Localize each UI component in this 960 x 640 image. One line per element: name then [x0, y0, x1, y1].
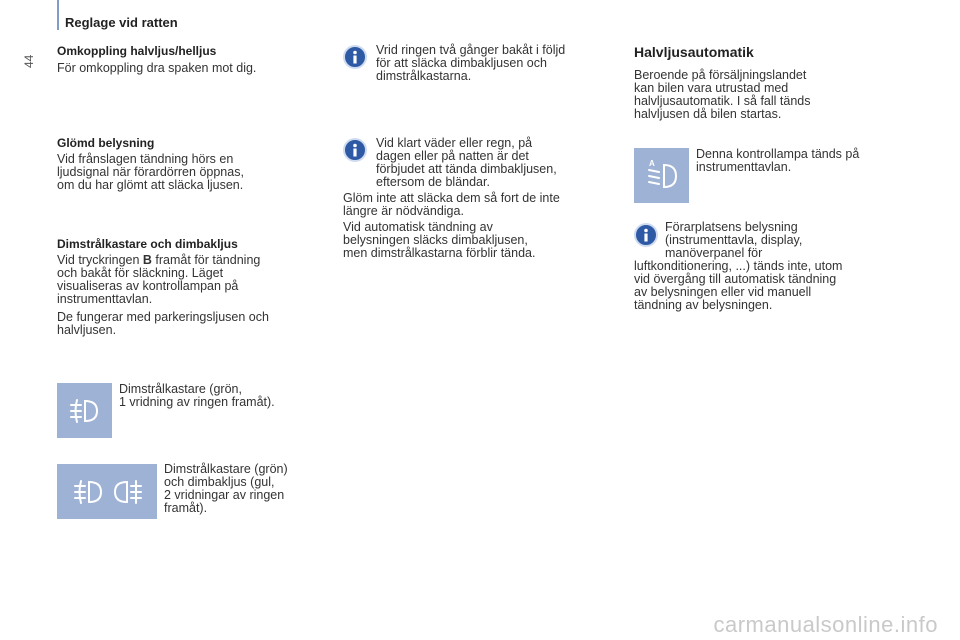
front-fog-lamp-icon	[57, 383, 112, 438]
front-fog-lamp-icon	[75, 481, 101, 503]
section-title: Reglage vid ratten	[65, 15, 178, 30]
info-note-weather: Vid klart väder eller regn, på dagen eller på natten är det förbjudet att tända dimbakljusen, eftersom de bländar.	[376, 136, 557, 189]
text-switch-off-reminder: Glöm inte att släcka dem så fort de inte längre är nödvändiga.	[343, 191, 560, 218]
fog-lamp-tile	[57, 383, 112, 438]
text-automatic-lighting: Vid automatisk tändning av belysningen släcks dimbakljusen, men dimstrålkastarna förblir tända.	[343, 220, 536, 260]
info-icon	[343, 138, 367, 162]
info-note-driver-lighting-cont: luftkonditionering, ...) tänds inte, utom vid övergång till automatisk tändning av belysningen eller vid manuell tändning av belysningen.	[634, 259, 843, 312]
auto-low-beam-icon	[634, 148, 689, 203]
text-fog-lamps: Vid tryckringen B framåt för tändning och bakåt för släckning. Läget visualiseras av kontrollampan på instrumenttavlan.	[57, 253, 261, 306]
lamp1-description: Dimstrålkastare (grön, 1 vridning av ringen framåt).	[119, 382, 275, 409]
watermark: carmanualsonline.info	[713, 612, 938, 637]
page-number: 44	[22, 54, 36, 68]
info-icon	[343, 45, 367, 69]
text-fog-lamps-usage: De fungerar med parkeringsljusen och halvljusen.	[57, 310, 269, 337]
text-high-low-beam: För omkoppling dra spaken mot dig.	[57, 61, 257, 75]
info-icon	[634, 223, 658, 247]
text-forgotten-lights: Vid frånslagen tändning hörs en ljudsignal när förardörren öppnas, om du har glömt att släcka ljusen.	[57, 152, 244, 192]
rear-fog-lamp-icon	[115, 481, 141, 503]
info-note-switch-off: Vrid ringen två gånger bakåt i följd för att släcka dimbakljusen och dimstrålkastarna.	[376, 43, 566, 83]
lamp2-description: Dimstrålkastare (grön) och dimbakljus (gul, 2 vridningar av ringen framåt).	[164, 462, 288, 515]
svg-text:A: A	[649, 159, 655, 168]
auto-low-beam-tile	[634, 148, 689, 203]
fog-lamps-tile	[57, 464, 157, 519]
section-marker-bar	[57, 0, 59, 30]
heading-auto-low-beam: Halvljusautomatik	[634, 44, 754, 60]
text-auto-low-beam-intro: Beroende på försäljningslandet kan bilen vara utrustad med halvljusautomatik. I så fall tänds halvljusen då bilen startas.	[634, 68, 811, 121]
heading-fog-lamps: Dimstrålkastare och dimbakljus	[57, 237, 238, 251]
heading-forgotten-lights: Glömd belysning	[57, 136, 155, 150]
heading-high-low-beam: Omkoppling halvljus/helljus	[57, 44, 217, 58]
auto-low-beam-lamp-description: Denna kontrollampa tänds på instrumenttavlan.	[696, 147, 860, 174]
info-note-driver-lighting: Förarplatsens belysning (instrumenttavla, display, manöverpanel för	[665, 220, 803, 260]
